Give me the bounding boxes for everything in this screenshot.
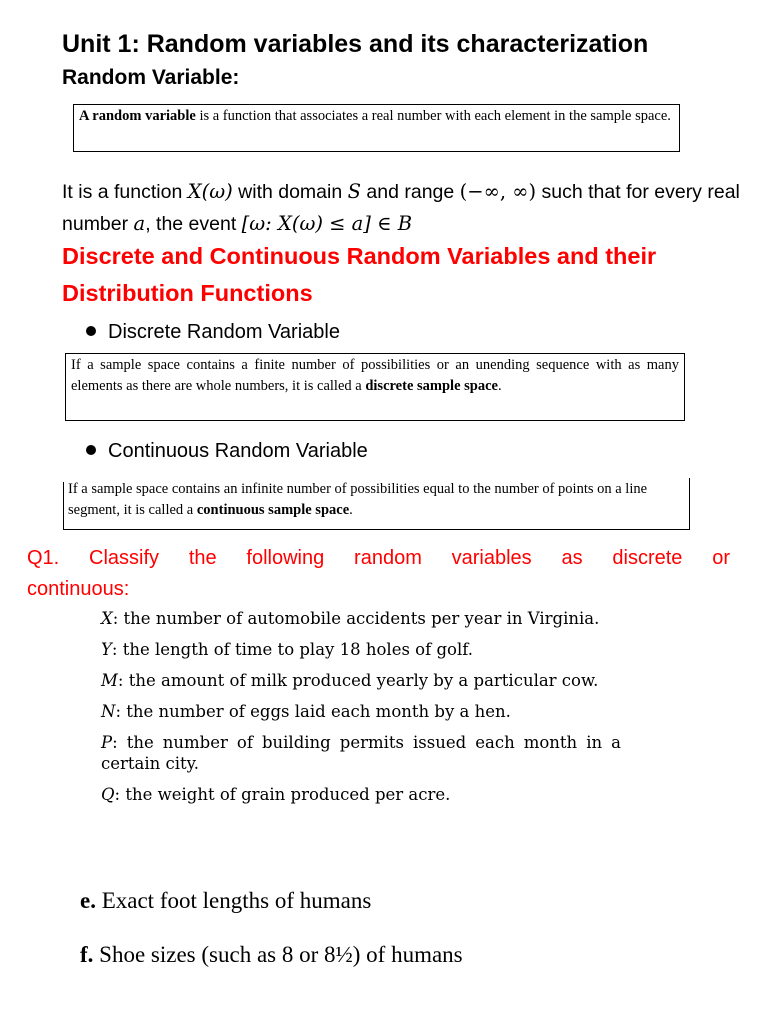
question-q1 — [27, 543, 730, 605]
page-title: Unit 1: Random variables and its characterization — [62, 30, 649, 58]
extra-item-text: Exact foot lengths of humans — [95, 888, 372, 913]
extra-item-letter: e. — [80, 888, 96, 913]
event-expr: [ω: X(ω) ≤ a] ∈ B — [241, 212, 413, 235]
list-item: N: the number of eggs laid each month by a hen. — [101, 702, 511, 721]
discrete-definition-box: If a sample space contains a finite number of possibilities or an unending sequence with as many elements as there are whole numbers, it is called a discrete sample space. — [65, 353, 685, 421]
question-line-1: Q1. Classify the following random variables as discrete or — [27, 547, 730, 569]
bullet-dot-icon — [86, 326, 96, 336]
continuous-definition-box: If a sample space contains an infinite number of possibilities equal to the number of points on a line segment, it is called a continuous sample space. — [63, 478, 690, 530]
list-item: Y: the length of time to play 18 holes of golf. — [101, 640, 473, 659]
extra-item-f — [80, 942, 463, 968]
domain-s: S — [347, 180, 361, 203]
extra-item-e — [80, 888, 371, 914]
random-variable-definition-box — [73, 104, 680, 152]
list-item: Q: the weight of grain produced per acre. — [101, 785, 451, 804]
bullet-continuous — [86, 440, 368, 463]
bullet-dot-icon — [86, 445, 96, 455]
section-subtitle: Random Variable: — [62, 66, 240, 89]
bullet-discrete — [86, 321, 340, 344]
x-omega-expr: X(ω) — [187, 180, 233, 203]
extra-item-letter: f. — [80, 942, 94, 967]
question-line-2: continuous: — [27, 578, 130, 600]
discrete-term: discrete sample space — [365, 378, 498, 394]
range-expr: (−∞, ∞) — [459, 180, 537, 203]
bullet-continuous-label: Continuous Random Variable — [108, 440, 368, 462]
extra-item-text: Shoe sizes (such as 8 or 8½) of humans — [93, 942, 463, 967]
bullet-discrete-label: Discrete Random Variable — [108, 321, 340, 343]
continuous-term: continuous sample space — [196, 502, 350, 518]
list-item: P: the number of building permits issued each month in a certain city. — [101, 733, 621, 773]
list-item: X: the number of automobile accidents per year in Virginia. — [101, 609, 600, 628]
function-paragraph: It is a function X(ω) with domain S and range (−∞, ∞) such that for every real number a, the event [ω: X(ω) ≤ a] ∈ B — [62, 180, 740, 235]
definition-term: A random variable — [79, 108, 196, 124]
definition-text: is a function that associates a real number with each element in the sample space. — [195, 108, 671, 124]
real-a: a — [133, 212, 146, 235]
list-item: M: the amount of milk produced yearly by a particular cow. — [101, 671, 599, 690]
variables-list — [101, 608, 621, 815]
section-heading: Discrete and Continuous Random Variables and their Distribution Functions — [62, 243, 657, 306]
